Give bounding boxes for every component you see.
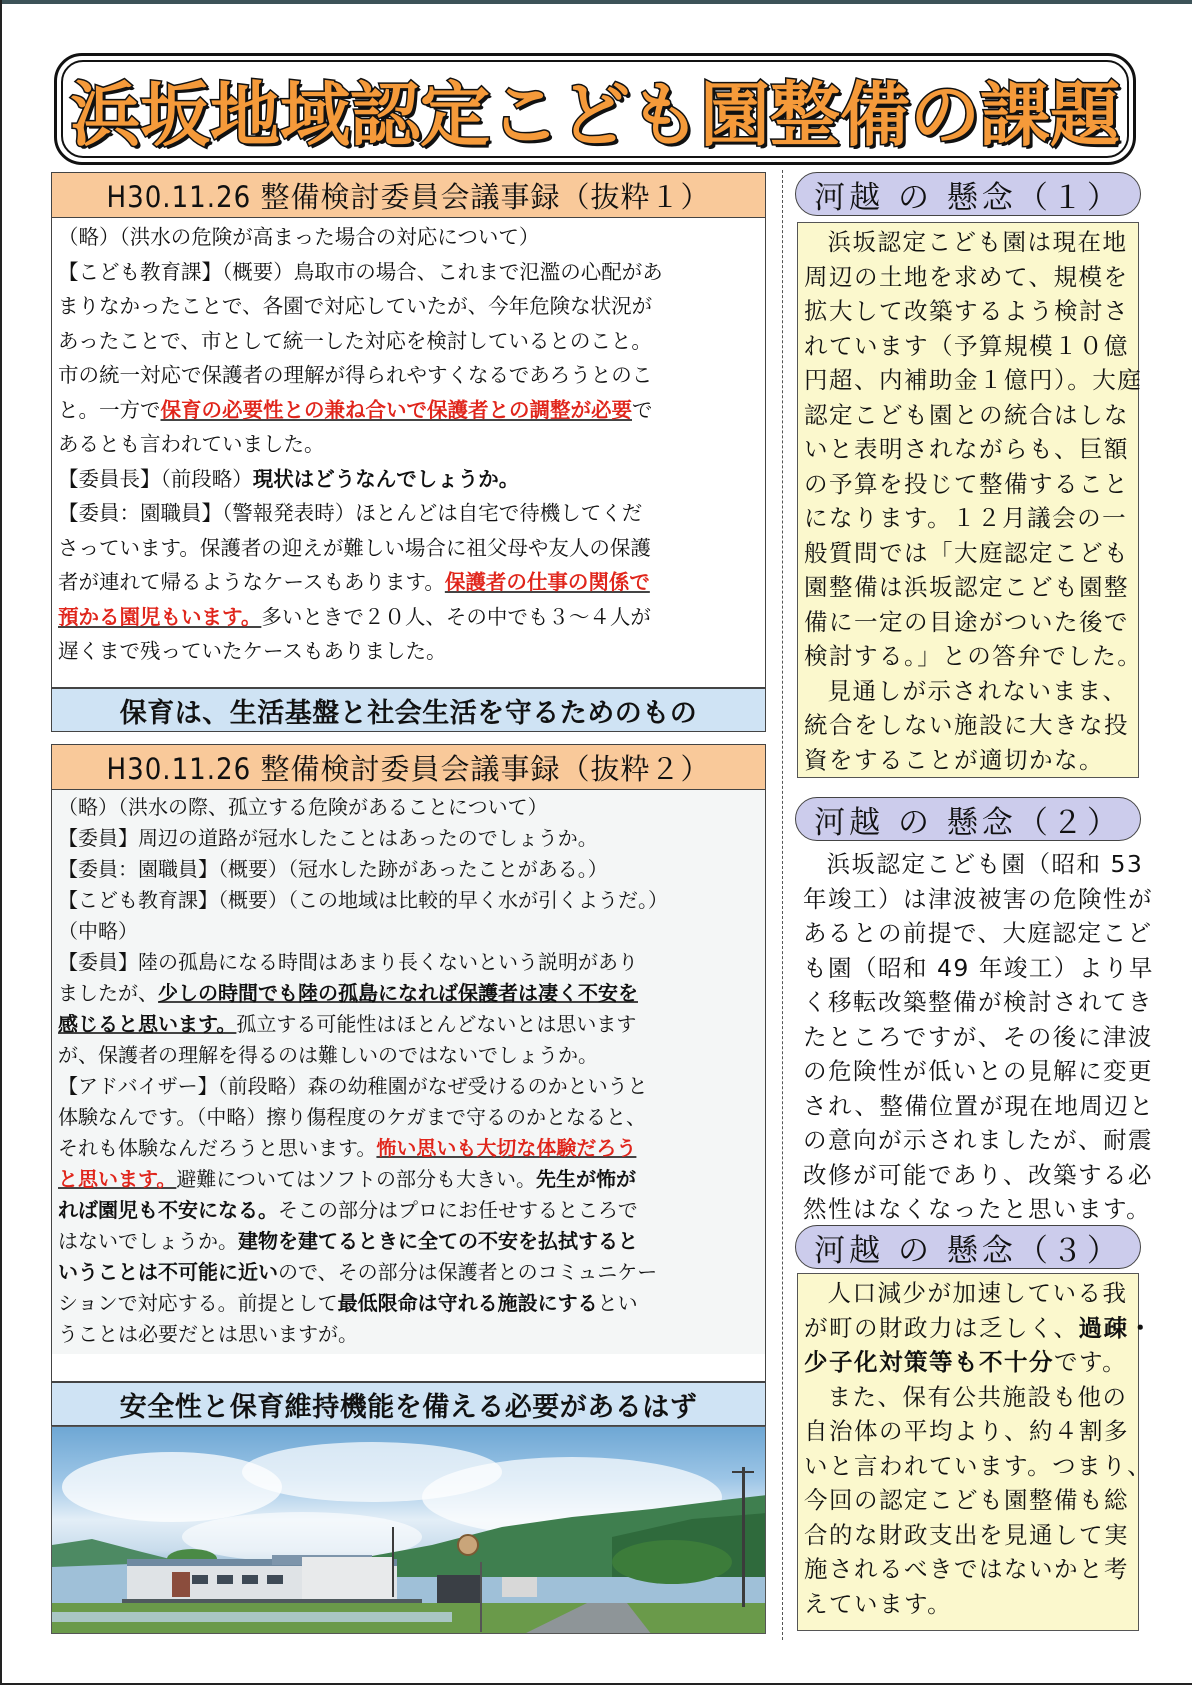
text-line: [803, 1158, 1153, 1193]
body-text: （略）（洪水の際、孤立する危険があることについて）: [58, 795, 548, 819]
text-line: [58, 1040, 759, 1071]
emphasis-text: 感じると思います。: [58, 1012, 237, 1036]
body-text: 浜坂認定こども園（昭和 53: [826, 850, 1144, 878]
top-border: [0, 0, 1192, 4]
body-text: も園（昭和 49 年竣工）より早: [803, 953, 1154, 982]
text-line: [804, 467, 1132, 502]
body-text: 施されるべきではないかと考: [804, 1555, 1129, 1583]
text-line: [803, 1123, 1153, 1158]
body-text: まりなかったことで、各園で対応していたが、今年危険な状況が: [58, 294, 653, 318]
body-text: 然性はなくなったと思います。: [803, 1195, 1152, 1223]
text-line: [58, 634, 759, 669]
concern-3-header: 河越 の 懸念（３）: [795, 1225, 1141, 1269]
body-text: 市の統一対応で保護者の理解が得られやすくなるであろうとのこ: [58, 363, 653, 387]
emphasis-text: 先生が怖が: [536, 1167, 637, 1191]
text-line: [58, 220, 759, 255]
body-text: 【アドバイザー】（前段略）森の幼稚園がなぜ受けるのかというと: [58, 1074, 648, 1098]
minutes-excerpt-1-body: [52, 218, 765, 673]
body-text: れています（予算規模１０億: [804, 331, 1129, 360]
body-text: 認定こども園との統合はしな: [804, 400, 1129, 429]
body-text: 検討する。」との答弁でした。: [804, 642, 1143, 670]
text-line: [804, 1345, 1132, 1380]
text-line: [58, 1226, 759, 1257]
text-line: [58, 427, 759, 462]
text-line: [804, 294, 1132, 329]
minutes-excerpt-2: [51, 744, 766, 1382]
text-line: [803, 882, 1153, 917]
text-line: [804, 605, 1132, 640]
minutes-excerpt-2-body: [52, 790, 765, 1354]
text-line: [58, 1102, 759, 1133]
body-text: 孤立する可能性はほとんどないとは思います: [236, 1012, 637, 1036]
minutes-excerpt-2-header: H30.11.26 整備検討委員会議事録（抜粋２）: [52, 745, 765, 790]
body-text: 改修が可能であり、改築する必: [803, 1160, 1153, 1189]
text-line: [58, 565, 759, 600]
body-text: です。: [1054, 1348, 1128, 1376]
text-line: [58, 1071, 759, 1102]
text-line: [804, 639, 1143, 674]
body-text: ましたが、: [58, 981, 158, 1005]
body-text: たところですが、その後に津波: [803, 1022, 1153, 1051]
text-line: [804, 708, 1132, 743]
body-text: あるとも言われていました。: [58, 432, 325, 456]
body-text: 園整備は浜坂認定こども園整: [804, 573, 1129, 601]
concern-1-header: 河越 の 懸念（１）: [795, 172, 1141, 216]
body-text: 【委員長】（前段略）: [58, 466, 253, 491]
text-line: [58, 854, 759, 885]
text-line: [58, 823, 759, 854]
text-line: [58, 1133, 759, 1164]
page-title: 浜坂地域認定こども園整備の課題: [70, 73, 1120, 156]
kindergarten-photo: [51, 1426, 766, 1634]
body-text: いと表明されながらも、巨額: [804, 435, 1129, 463]
body-text: 合的な財政支出を見通して実: [804, 1520, 1129, 1549]
body-text: で: [632, 397, 653, 422]
text-line: [804, 536, 1132, 571]
body-text: の予算を投じて整備すること: [804, 469, 1129, 498]
text-line: [58, 1195, 759, 1226]
body-text: あったことで、市として統一した対応を検討しているとのこと。: [58, 328, 652, 353]
text-line: [804, 1276, 1132, 1311]
body-text: 年竣工）は津波被害の危険性が: [803, 884, 1153, 913]
body-text: 遅くまで残っていたケースもありました。: [58, 639, 447, 663]
text-line: [803, 1020, 1153, 1055]
column-separator: [782, 170, 783, 1640]
text-line: [58, 462, 759, 497]
text-line: [803, 1054, 1153, 1089]
body-text: さっています。保護者の迎えが難しい場合に祖父母や友人の保護: [58, 535, 651, 560]
conclusion-banner-2: 安全性と保育維持機能を備える必要があるはず: [51, 1382, 766, 1426]
body-text: になります。１２月議会の一: [804, 504, 1128, 532]
body-text: 多いときで２０人、その中でも３～４人が: [261, 604, 651, 629]
text-line: [804, 1449, 1153, 1484]
emphasis-text: 現状はどうなんでしょうか。: [252, 466, 520, 491]
text-line: [58, 885, 759, 916]
body-text: 避難についてはソフトの部分も大きい。: [176, 1167, 537, 1191]
body-text: 見通しが示されないまま、: [827, 676, 1128, 705]
minutes-excerpt-1-header: H30.11.26 整備検討委員会議事録（抜粋１）: [52, 173, 765, 218]
text-line: [804, 260, 1132, 295]
concern-1-body: [797, 222, 1143, 778]
text-line: [804, 363, 1143, 398]
body-text: 【委員】陸の孤島になる時間はあまり長くないという説明があり: [58, 950, 638, 974]
concern-3-body: [797, 1273, 1154, 1631]
body-text: （中略）: [58, 919, 138, 943]
emphasis-text: 少しの時間でも陸の孤島になれば保護者は凄く不安を: [158, 981, 638, 1005]
concern-2-header: 河越 の 懸念（２）: [795, 797, 1141, 841]
emphasis-text: 預かる園児もいます。: [58, 604, 262, 629]
text-line: [58, 255, 759, 290]
body-text: また、保有公共施設も他の: [827, 1382, 1128, 1411]
conclusion-banner-1: 保育は、生活基盤と社会生活を守るためのもの: [51, 688, 766, 732]
text-line: [803, 847, 1144, 882]
body-text: 自治体の平均より、約４割多: [804, 1417, 1129, 1445]
body-text: 統合をしない施設に大きな投: [804, 711, 1129, 739]
text-line: [804, 1518, 1132, 1553]
body-text: と。一方で: [58, 397, 161, 422]
text-line: [803, 985, 1153, 1020]
emphasis-text: 過疎・: [1078, 1313, 1154, 1342]
text-line: [803, 1089, 1155, 1124]
body-text: 体験なんです。（中略）擦り傷程度のケガまで守るのかとなると、: [58, 1105, 646, 1129]
concern-2-body: [797, 845, 1155, 1223]
body-text: それも体験なんだろうと思います。: [58, 1136, 377, 1160]
text-line: [804, 1587, 1132, 1622]
emphasis-text: 建物を建てるときに全ての不安を払拭すると: [238, 1229, 638, 1253]
body-text: ションで対応する。前提として: [58, 1291, 338, 1315]
body-text: はないでしょうか。: [58, 1229, 238, 1253]
text-line: [804, 225, 1132, 260]
text-line: [804, 1483, 1132, 1518]
emphasis-text: 保育の必要性との兼ね合いで保護者との調整が必要: [160, 397, 632, 422]
text-line: [58, 1164, 759, 1195]
body-text: が、保護者の理解を得るのは難しいのではないでしょうか。: [58, 1043, 598, 1067]
body-text: いと言われています。つまり、: [804, 1451, 1153, 1480]
text-line: [804, 329, 1132, 364]
text-line: [804, 674, 1132, 709]
text-line: [58, 792, 759, 823]
text-line: [58, 978, 759, 1009]
body-text: 周辺の土地を求めて、規模を: [804, 262, 1129, 291]
body-text: あるとの前提で、大庭認定こど: [803, 919, 1153, 947]
emphasis-text: 怖い思いも大切な体験だろう: [376, 1136, 637, 1160]
body-text: 【委員：園職員】（概要）（冠水した跡があったことがある。）: [58, 857, 608, 881]
emphasis-text: 保護者の仕事の関係で: [444, 570, 650, 594]
body-text: 【こども教育課】（概要）（この地域は比較的早く水が引くようだ。）: [58, 888, 668, 912]
emphasis-text: 最低限命は守れる施設にする: [337, 1291, 598, 1315]
left-border: [0, 0, 2, 1685]
text-line: [58, 600, 759, 635]
text-line: [58, 496, 759, 531]
body-text: 【こども教育課】（概要）鳥取市の場合、これまで氾濫の心配があ: [58, 259, 663, 284]
minutes-excerpt-1: [51, 172, 766, 688]
emphasis-text: いうことは不可能に近い: [58, 1260, 278, 1284]
body-text: 者が連れて帰るようなケースもあります。: [58, 570, 445, 594]
text-line: [804, 743, 1132, 778]
title-banner: [54, 53, 1136, 165]
body-text: く移転改築整備が検討されてき: [803, 988, 1153, 1016]
emphasis-text: と思います。: [58, 1167, 177, 1191]
text-line: [58, 531, 759, 566]
text-line: [803, 951, 1154, 986]
text-line: [58, 916, 759, 947]
text-line: [803, 1192, 1152, 1227]
body-text: えています。: [804, 1589, 953, 1618]
title-banner-inner: [61, 60, 1129, 158]
text-line: [58, 1319, 759, 1350]
body-text: の意向が示されましたが、耐震: [803, 1126, 1153, 1154]
body-text: うことは必要だとは思いますが。: [58, 1322, 358, 1346]
text-line: [58, 393, 759, 428]
text-line: [58, 1009, 759, 1040]
body-text: そこの部分はプロにお任せするところで: [278, 1198, 638, 1222]
photo-scene-illustration: [52, 1427, 766, 1634]
body-text: 備に一定の目途がついた後で: [804, 607, 1129, 636]
text-line: [58, 1257, 759, 1288]
text-line: [58, 289, 759, 324]
text-line: [804, 1552, 1132, 1587]
body-text: 人口減少が加速している我: [827, 1279, 1128, 1307]
body-text: の危険性が低いとの見解に変更: [803, 1057, 1153, 1085]
body-text: とい: [597, 1291, 638, 1315]
text-line: [804, 1311, 1154, 1346]
text-line: [58, 324, 759, 359]
text-line: [58, 1288, 759, 1319]
body-text: 浜坂認定こども園は現在地: [827, 228, 1128, 256]
body-text: （略）（洪水の危険が高まった場合の対応について）: [58, 225, 540, 249]
body-text: ので、その部分は保護者とのコミュニケー: [278, 1260, 658, 1284]
emphasis-text: 少子化対策等も不十分: [804, 1348, 1054, 1376]
text-line: [58, 947, 759, 978]
body-text: 【委員】周辺の道路が冠水したことはあったのでしょうか。: [58, 826, 598, 850]
body-text: され、整備位置が現在地周辺と: [803, 1091, 1155, 1120]
text-line: [804, 398, 1132, 433]
body-text: 資をすることが適切かな。: [804, 745, 1104, 774]
text-line: [804, 432, 1132, 467]
body-text: 今回の認定こども園整備も総: [804, 1486, 1129, 1514]
text-line: [803, 916, 1153, 951]
body-text: 拡大して改築するよう検討さ: [804, 297, 1129, 325]
text-line: [804, 1380, 1132, 1415]
body-text: 【委員：園職員】（警報発表時）ほとんどは自宅で待機してくだ: [58, 501, 643, 525]
text-line: [804, 501, 1132, 536]
text-line: [804, 570, 1132, 605]
body-text: が町の財政力は乏しく、: [804, 1313, 1079, 1342]
body-text: 円超、内補助金１億円）。大庭: [804, 366, 1143, 394]
text-line: [804, 1414, 1132, 1449]
emphasis-text: れば園児も不安になる。: [58, 1198, 278, 1222]
body-text: 般質問では「大庭認定こども: [804, 538, 1129, 567]
text-line: [58, 358, 759, 393]
